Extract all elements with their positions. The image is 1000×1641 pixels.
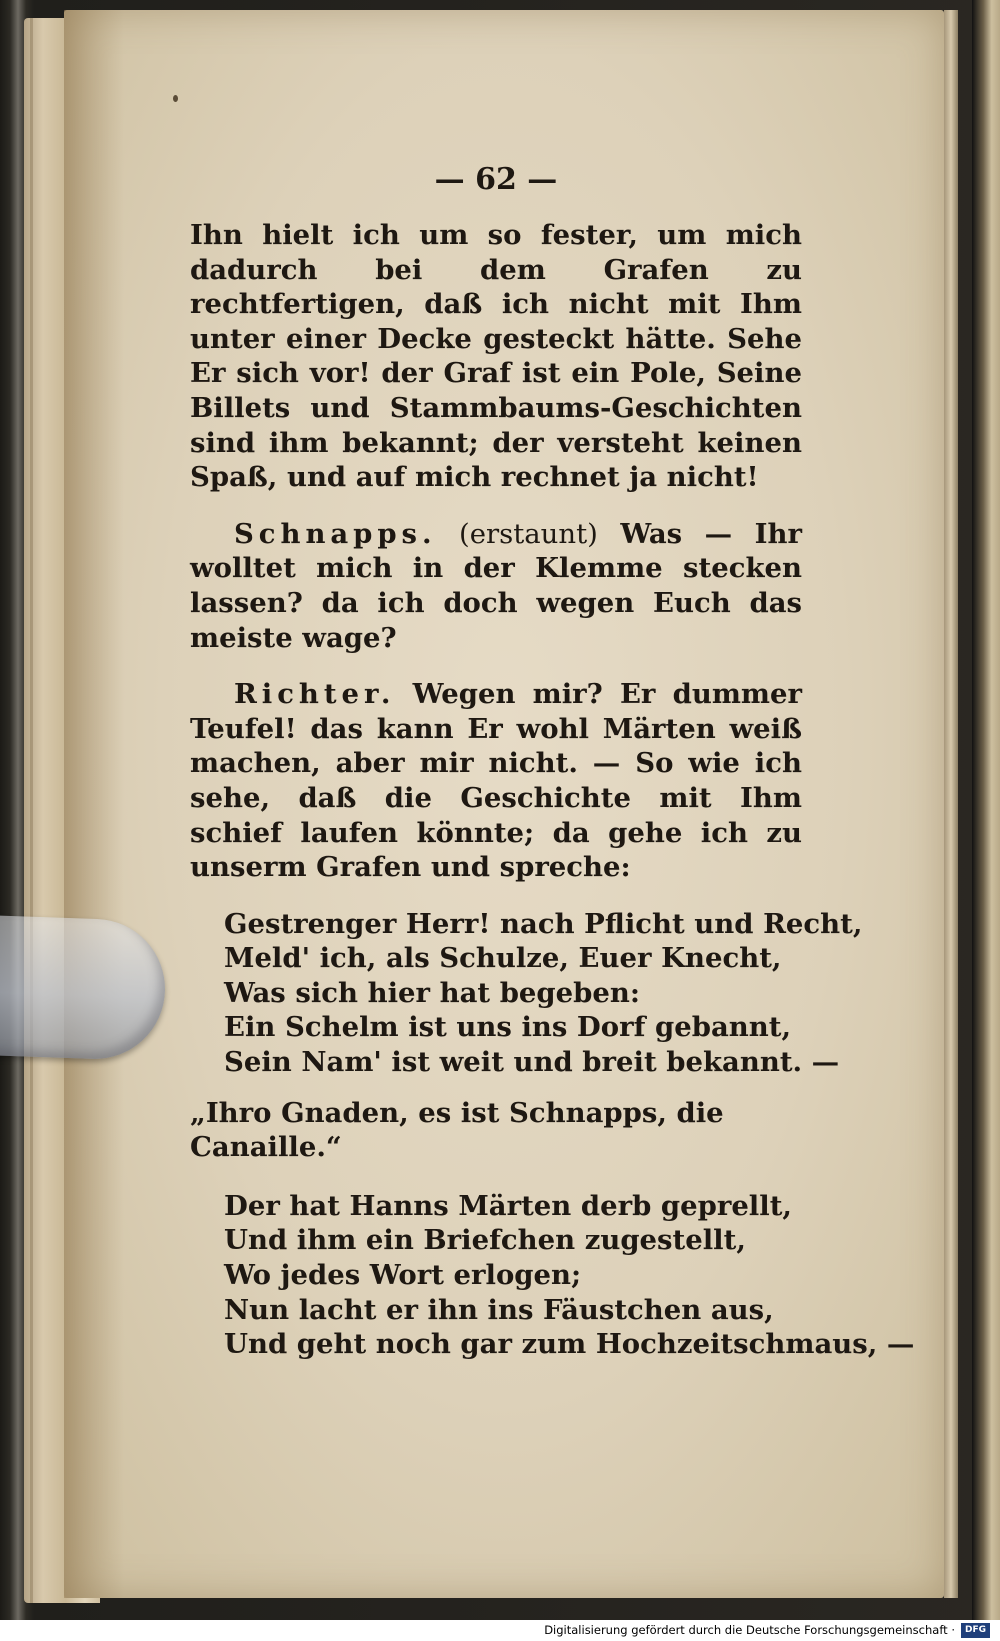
verse-line: Sein Nam' ist weit und breit bekannt. — xyxy=(224,1046,840,1079)
verse-line: Meld' ich, als Schulze, Euer Knecht, xyxy=(224,942,782,975)
paragraph-1: Ihn hielt ich um so fester, um mich dadurch bei dem Grafen zu rechtfertigen, daß ich nicht mit Ihm unter einer Decke gesteckt hätte. Sehe Er sich vor! der Graf ist ein Pole, Seine Billets und Stammbaums-Geschichten sind ihm bekannt; der versteht keinen Spaß, und auf mich rechnet ja nicht! xyxy=(190,219,802,494)
paragraph-3 xyxy=(190,677,802,885)
verse-line: Der hat Hanns Märten derb geprellt, xyxy=(224,1189,792,1222)
page-holder-clip xyxy=(0,915,167,1062)
paragraph-2-text: Was — Ihr wolltet mich in der Klemme stecken lassen? da ich doch wegen Euch das meiste wage? xyxy=(190,517,802,654)
verse-2 xyxy=(224,1189,915,1362)
verse-line: Und ihm ein Briefchen zugestellt, xyxy=(224,1224,746,1257)
footer-bar xyxy=(0,1620,1000,1641)
speaker-schnapps: Schnapps. xyxy=(234,517,437,550)
ink-speck xyxy=(173,95,178,102)
page-content xyxy=(190,160,915,1362)
verse-1 xyxy=(224,907,863,1080)
verse-line: Nun lacht er ihn ins Fäustchen aus, xyxy=(224,1293,774,1326)
paragraph-3-text: Wegen mir? Er dummer Teufel! das kann Er wohl Märten weiß machen, aber mir nicht. — So wie ich sehe, daß die Geschichte mit Ihm schief laufen könnte; da gehe ich zu unserm Grafen und spreche: xyxy=(190,678,802,884)
next-page-edge xyxy=(972,0,1000,1641)
verse-line: Ein Schelm ist uns ins Dorf gebannt, xyxy=(224,1011,792,1044)
verse-line: Und geht noch gar zum Hochzeitschmaus, — xyxy=(224,1328,915,1361)
paragraph-2 xyxy=(190,517,802,655)
page-number: — 62 — xyxy=(434,162,558,197)
verse-line: Was sich hier hat begeben: xyxy=(224,976,641,1009)
quote: „Ihro Gnaden, es ist Schnapps, die Canaille.“ xyxy=(190,1096,724,1164)
stage-direction: (erstaunt) xyxy=(458,517,598,550)
page-fore-edge xyxy=(944,10,958,1598)
dfg-logo: DFG xyxy=(961,1623,990,1638)
funding-note: Digitalisierung gefördert durch die Deutsche Forschungsgemeinschaft · xyxy=(544,1623,955,1637)
speaker-richter: Richter. xyxy=(234,678,396,711)
verse-line: Wo jedes Wort erlogen; xyxy=(224,1259,582,1292)
verse-line: Gestrenger Herr! nach Pflicht und Recht, xyxy=(224,907,863,940)
